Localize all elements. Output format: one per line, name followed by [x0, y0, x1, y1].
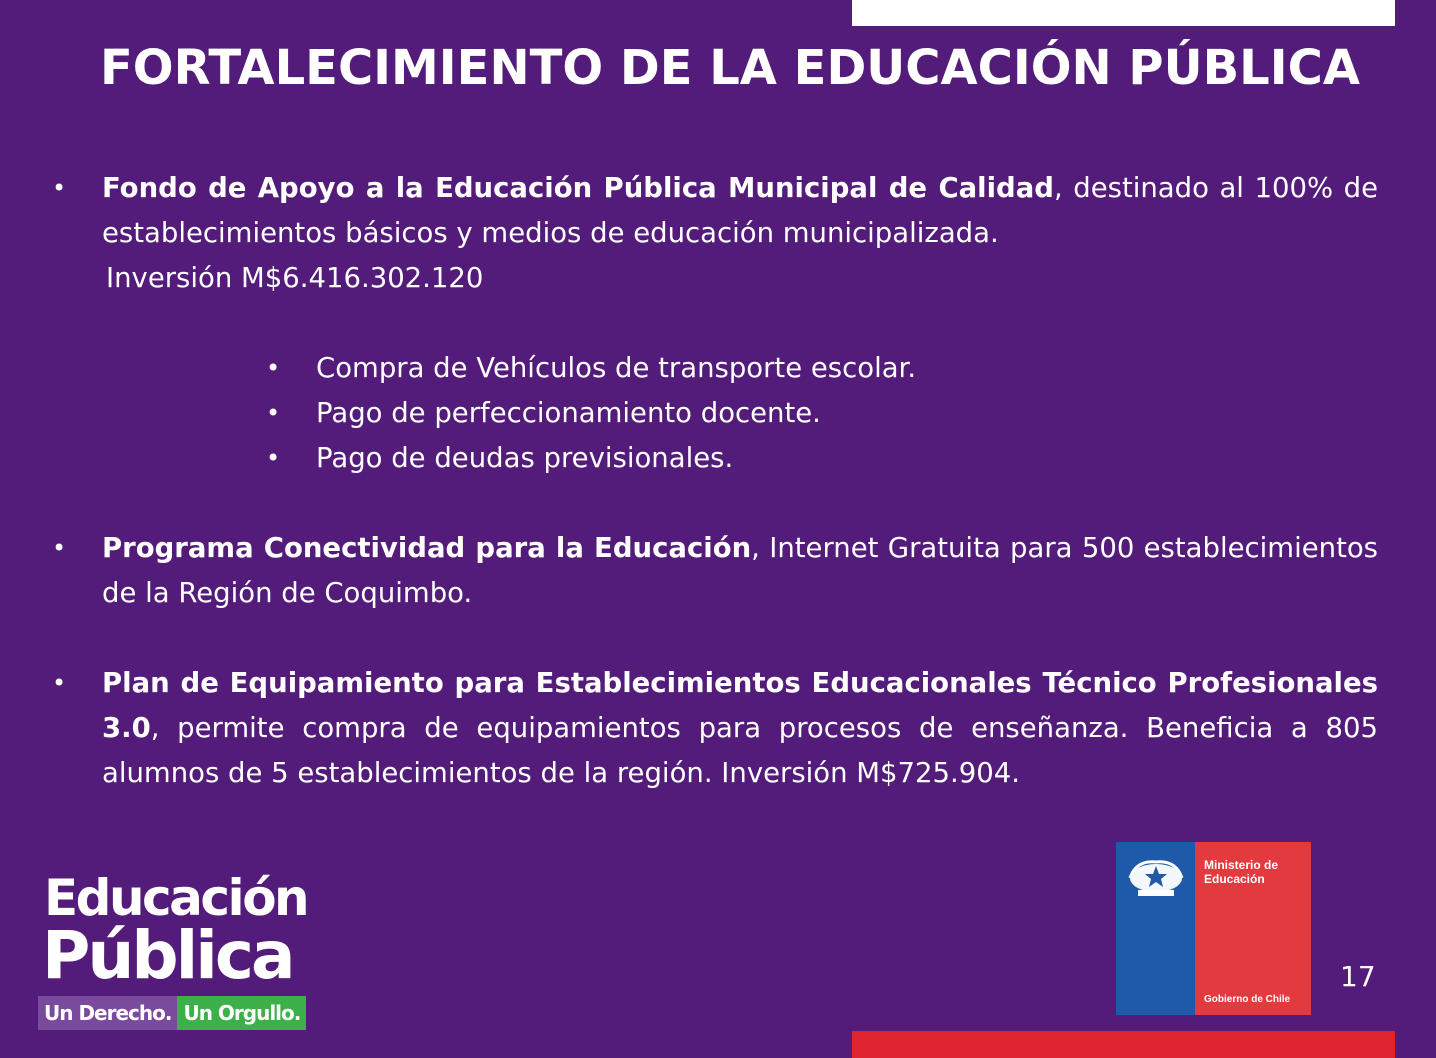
- sub-bullet-item: [266, 436, 1378, 481]
- sub-bullet-list: [266, 346, 1378, 481]
- educacion-publica-logo: [38, 866, 318, 1036]
- ministerio-title: Ministerio de Educación: [1204, 858, 1279, 886]
- slide-content: [52, 166, 1378, 796]
- bullet-plan-equipamiento: [52, 661, 1378, 796]
- bullet-bold-text: Programa Conectividad para la Educación: [102, 532, 752, 564]
- bottom-red-bar: [852, 1031, 1395, 1058]
- bullet-bold-text: Plan de Equipamiento para Establecimientos Educacionales Técnico Profesionales 3.0: [102, 667, 1378, 744]
- bullet-body-text: , destinado al 100% de establecimientos básicos y medios de educación municipalizada.: [102, 172, 1378, 249]
- bullet-body-text: , permite compra de equipamientos para procesos de enseñanza. Beneficia a 805 alumnos de 5 establecimientos de la región. Inversión M$725.904.: [102, 712, 1378, 789]
- logo-red-panel: [1195, 842, 1311, 1015]
- bullet-dot: •: [266, 444, 281, 472]
- sub-bullet-text: Compra de Vehículos de transporte escolar.: [316, 352, 917, 384]
- bullet-bold-text: Fondo de Apoyo a la Educación Pública Municipal de Calidad: [102, 172, 1054, 204]
- slide-title: FORTALECIMIENTO DE LA EDUCACIÓN PÚBLICA: [100, 40, 1360, 96]
- logo-tagline: [38, 996, 306, 1030]
- sub-bullet-text: Pago de deudas previsionales.: [316, 442, 734, 474]
- bullet-conectividad: [52, 526, 1378, 616]
- investment-line: Inversión M$6.416.302.120: [106, 262, 484, 294]
- tagline-derecho: Un Derecho.: [38, 996, 177, 1030]
- ministerio-educacion-logo: [1116, 842, 1311, 1015]
- coat-of-arms-icon: [1116, 848, 1195, 908]
- tagline-orgullo: Un Orgullo.: [177, 996, 306, 1030]
- logo-line-educacion: Educación: [44, 869, 308, 927]
- sub-bullet-item: [266, 391, 1378, 436]
- bullet-body-text: , Internet Gratuita para 500 establecimientos de la Región de Coquimbo.: [102, 532, 1379, 609]
- bullet-fondo-apoyo: [52, 166, 1378, 256]
- page-number: 17: [1340, 960, 1376, 993]
- logo-blue-panel: [1116, 842, 1195, 1015]
- bullet-dot: •: [266, 354, 281, 382]
- top-white-bar: [852, 0, 1395, 26]
- logo-line-publica: Pública: [42, 917, 293, 994]
- gobierno-chile-label: Gobierno de Chile: [1204, 994, 1291, 1005]
- bullet-dot: •: [52, 174, 67, 202]
- sub-bullet-item: [266, 346, 1378, 391]
- bullet-dot: •: [52, 534, 67, 562]
- sub-bullet-text: Pago de perfeccionamiento docente.: [316, 397, 821, 429]
- bullet-dot: •: [52, 669, 67, 697]
- bullet-dot: •: [266, 399, 281, 427]
